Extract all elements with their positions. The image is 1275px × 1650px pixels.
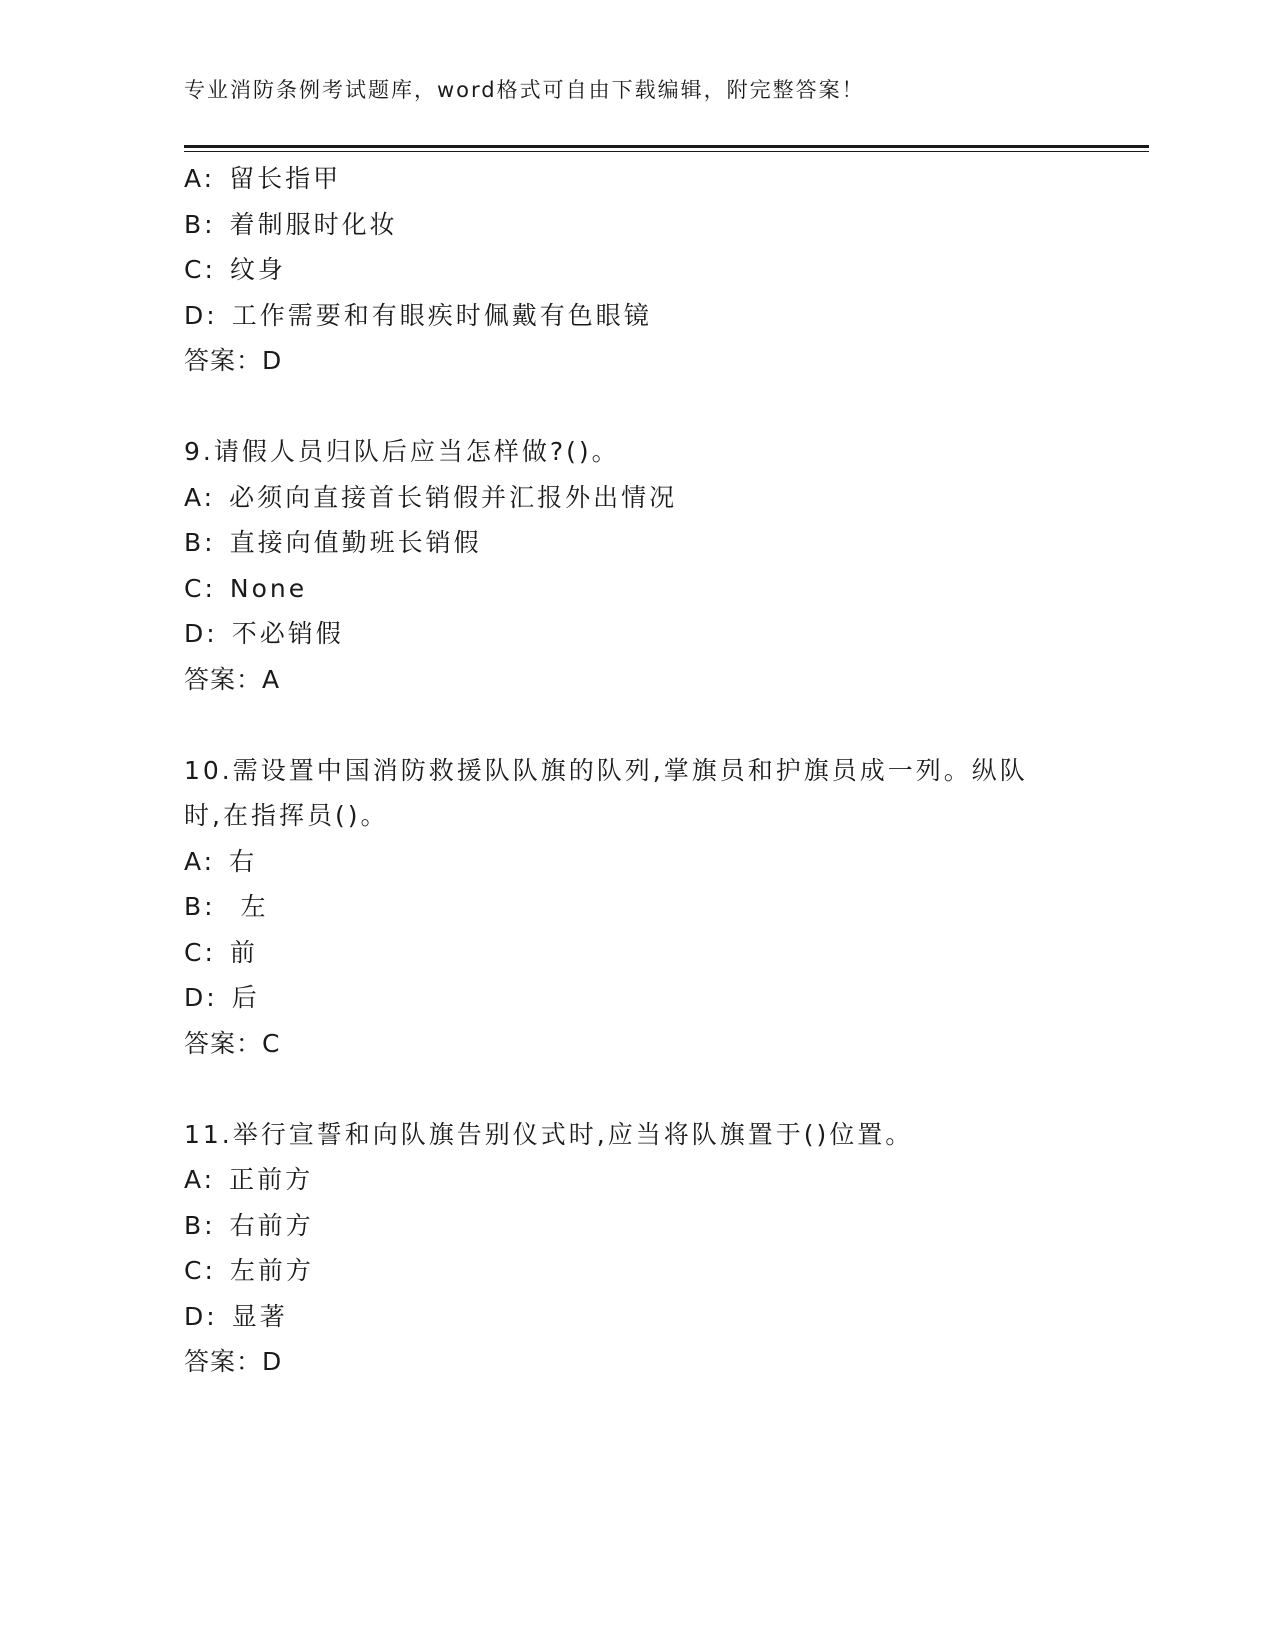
option-d: D: 不必销假: [184, 619, 344, 648]
option-d: D: 工作需要和有眼疾时佩戴有色眼镜: [184, 300, 652, 330]
answer-line: 答案：C: [184, 1028, 281, 1058]
answer-line: 答案：D: [184, 1347, 283, 1376]
option-c: C: 前: [184, 937, 258, 967]
question-stem: 11.举行宣誓和向队旗告别仪式时,应当将队旗置于()位置。: [184, 1119, 914, 1149]
option-c: C: 左前方: [184, 1256, 314, 1285]
answer-line: 答案：D: [184, 346, 283, 375]
option-a: A: 必须向直接首长销假并汇报外出情况: [184, 482, 678, 512]
question-stem: 9.请假人员归队后应当怎样做?()。: [184, 437, 620, 466]
answer-line: 答案：A: [184, 664, 281, 694]
question-block-8: [184, 156, 1064, 384]
option-d: D: 后: [184, 983, 260, 1012]
option-b: B: 着制服时化妆: [184, 209, 398, 239]
question-stem: 10.需设置中国消防救援队队旗的队列,掌旗员和护旗员成一列。纵队时,在指挥员()。: [184, 755, 1028, 830]
option-d: D: 显著: [184, 1301, 288, 1331]
header-rule-thin: [184, 151, 1149, 152]
option-b: B: 右前方: [184, 1210, 314, 1240]
option-a: A: 正前方: [184, 1165, 314, 1194]
header-rule-thick: [184, 145, 1149, 148]
option-a: A: 留长指甲: [184, 164, 342, 193]
option-b: B: 左: [184, 892, 269, 921]
question-block-9: [184, 429, 1064, 702]
question-block-10: [184, 748, 1064, 1067]
option-c: C: 纹身: [184, 255, 286, 284]
question-block-11: [184, 1112, 1064, 1385]
option-c: C: None: [184, 573, 308, 603]
document-header: 专业消防条例考试题库，word格式可自由下载编辑，附完整答案！: [184, 78, 865, 102]
question-content: [184, 156, 1064, 1385]
option-a: A: 右: [184, 846, 258, 876]
option-b: B: 直接向值勤班长销假: [184, 528, 482, 557]
